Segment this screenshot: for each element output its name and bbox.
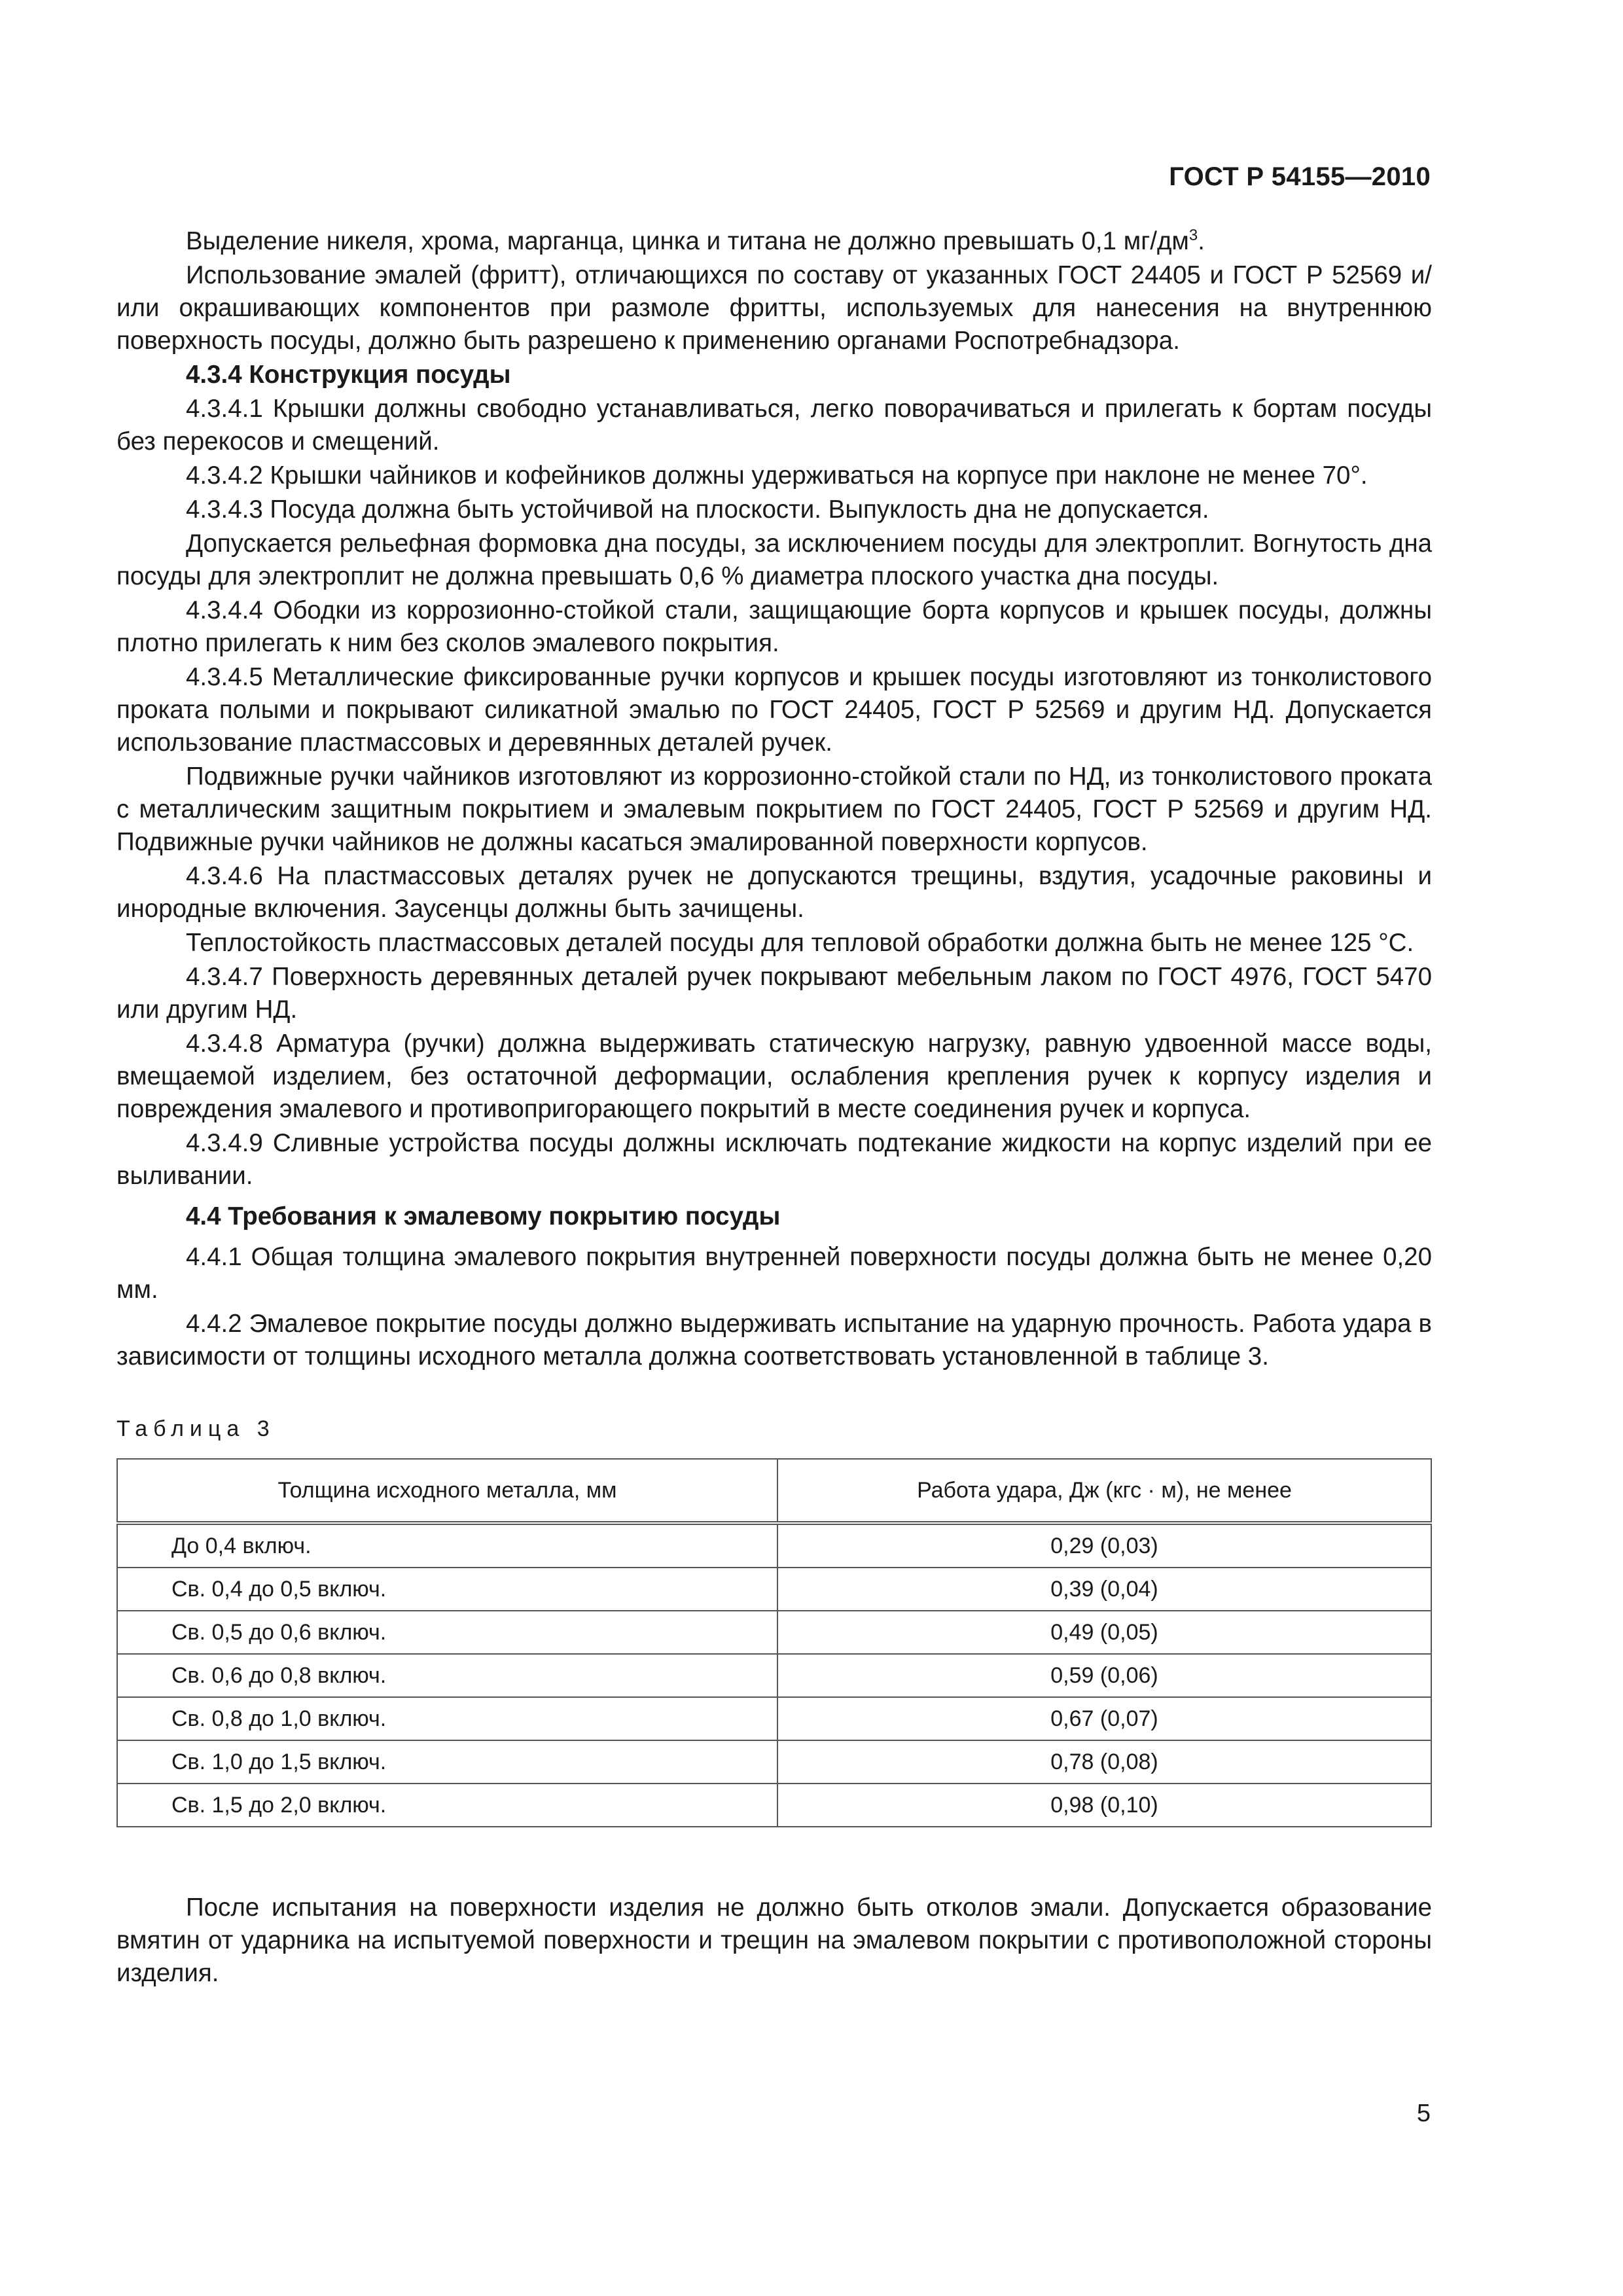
paragraph	[116, 225, 1432, 258]
table-row	[117, 1568, 1431, 1611]
cell-impact-work: 0,49 (0,05)	[777, 1611, 1431, 1654]
cell-thickness: Св. 0,8 до 1,0 включ.	[117, 1697, 777, 1740]
cell-thickness: До 0,4 включ.	[117, 1523, 777, 1568]
column-header-thickness: Толщина исходного металла, мм	[117, 1459, 777, 1523]
document-id: ГОСТ Р 54155—2010	[1169, 162, 1431, 191]
impact-strength-table	[116, 1458, 1432, 1827]
cell-thickness: Св. 1,5 до 2,0 включ.	[117, 1784, 777, 1827]
table-row	[117, 1740, 1431, 1784]
column-header-impact-work: Работа удара, Дж (кгс · м), не менее	[777, 1459, 1431, 1523]
paragraph-tail: .	[1198, 227, 1205, 255]
paragraph: Подвижные ручки чайников изготовляют из коррозионно-стойкой стали по НД, из тонколистового проката с металлическим защитным покрытием и эмалевым покрытием по ГОСТ 24405, ГОСТ Р 52569 и другим НД. Подвижные ручки чайников не должны касаться эмалированной поверхности корпусов.	[116, 762, 1432, 856]
table-row	[117, 1654, 1431, 1697]
section-heading: 4.3.4 Конструкция посуды	[186, 361, 511, 389]
cell-impact-work: 0,29 (0,03)	[777, 1523, 1431, 1568]
cell-impact-work: 0,78 (0,08)	[777, 1740, 1431, 1784]
paragraph: 4.3.4.6 На пластмассовых деталях ручек не допускаются трещины, вздутия, усадочные раковины и инородные включения. Заусенцы должны быть зачищены.	[116, 862, 1432, 923]
paragraph-text: Выделение никеля, хрома, марганца, цинка и титана не должно превышать 0,1 мг/дм	[186, 227, 1189, 255]
paragraph: Теплостойкость пластмассовых деталей посуды для тепловой обработки должна быть не менее 125 °С.	[186, 929, 1414, 957]
table-row	[117, 1523, 1431, 1568]
paragraph: 4.3.4.5 Металлические фиксированные ручки корпусов и крышек посуды изготовляют из тонколистового проката полыми и покрывают силикатной эмалью по ГОСТ 24405, ГОСТ Р 52569 и другим НД. Допускается использование пластмассовых и деревянных деталей ручек.	[116, 663, 1432, 757]
section-heading: 4.4 Требования к эмалевому покрытию посуды	[186, 1202, 781, 1230]
cell-thickness: Св. 0,6 до 0,8 включ.	[117, 1654, 777, 1697]
paragraph: 4.3.4.9 Сливные устройства посуды должны исключать подтекание жидкости на корпус изделий при ее выливании.	[116, 1129, 1432, 1190]
body-text-section	[116, 225, 1432, 1373]
cell-thickness: Св. 1,0 до 1,5 включ.	[117, 1740, 777, 1784]
table-row	[117, 1697, 1431, 1740]
paragraph: 4.3.4.3 Посуда должна быть устойчивой на плоскости. Выпуклость дна не допускается.	[186, 495, 1209, 524]
paragraph: Использование эмалей (фритт), отличающихся по составу от указанных ГОСТ 24405 и ГОСТ Р 52569 и/или окрашивающих компонентов при размоле фритты, используемых для нанесения на внутреннюю поверхность посуды, должно быть разрешено к применению органами Роспотребнадзора.	[116, 261, 1432, 355]
paragraph: Допускается рельефная формовка дна посуды, за исключением посуды для электроплит. Вогнутость дна посуды для электроплит не должна превышать 0,6 % диаметра плоского участка дна посуды.	[116, 529, 1432, 590]
cell-impact-work: 0,59 (0,06)	[777, 1654, 1431, 1697]
cell-impact-work: 0,39 (0,04)	[777, 1568, 1431, 1611]
page-content	[116, 225, 1432, 1991]
cell-impact-work: 0,67 (0,07)	[777, 1697, 1431, 1740]
table-header-row	[117, 1459, 1431, 1523]
paragraph: 4.3.4.1 Крышки должны свободно устанавливаться, легко поворачиваться и прилегать к бортам посуды без перекосов и смещений.	[116, 395, 1432, 456]
cell-thickness: Св. 0,5 до 0,6 включ.	[117, 1611, 777, 1654]
cell-impact-work: 0,98 (0,10)	[777, 1784, 1431, 1827]
table-row	[117, 1611, 1431, 1654]
paragraph-after-table: После испытания на поверхности изделия не должно быть отколов эмали. Допускается образование вмятин от ударника на испытуемой поверхности и трещин на эмалевом покрытии с противоположной стороны изделия.	[116, 1893, 1432, 1987]
paragraph: 4.3.4.7 Поверхность деревянных деталей ручек покрывают мебельным лаком по ГОСТ 4976, ГОСТ 5470 или другим НД.	[116, 963, 1432, 1024]
paragraph: 4.4.1 Общая толщина эмалевого покрытия внутренней поверхности посуды должна быть не менее 0,20 мм.	[116, 1243, 1432, 1304]
table-row	[117, 1784, 1431, 1827]
table-caption: Таблица 3	[116, 1416, 276, 1441]
paragraph: 4.3.4.2 Крышки чайников и кофейников должны удерживаться на корпусе при наклоне не менее 70°.	[186, 461, 1368, 490]
cell-thickness: Св. 0,4 до 0,5 включ.	[117, 1568, 777, 1611]
paragraph: 4.4.2 Эмалевое покрытие посуды должно выдерживать испытание на ударную прочность. Работа удара в зависимости от толщины исходного металла должна соответствовать установленной в таблице 3.	[116, 1310, 1432, 1371]
paragraph: 4.3.4.4 Ободки из коррозионно-стойкой стали, защищающие борта корпусов и крышек посуды, должны плотно прилегать к ним без сколов эмалевого покрытия.	[116, 596, 1432, 657]
superscript: 3	[1188, 226, 1198, 244]
paragraph: 4.3.4.8 Арматура (ручки) должна выдерживать статическую нагрузку, равную удвоенной массе воды, вмещаемой изделием, без остаточной деформации, ослабления крепления ручек к корпусу изделия и повреждения эмалевого и противопригорающего покрытий в месте соединения ручек и корпуса.	[116, 1030, 1432, 1123]
page-number: 5	[1416, 2100, 1431, 2127]
